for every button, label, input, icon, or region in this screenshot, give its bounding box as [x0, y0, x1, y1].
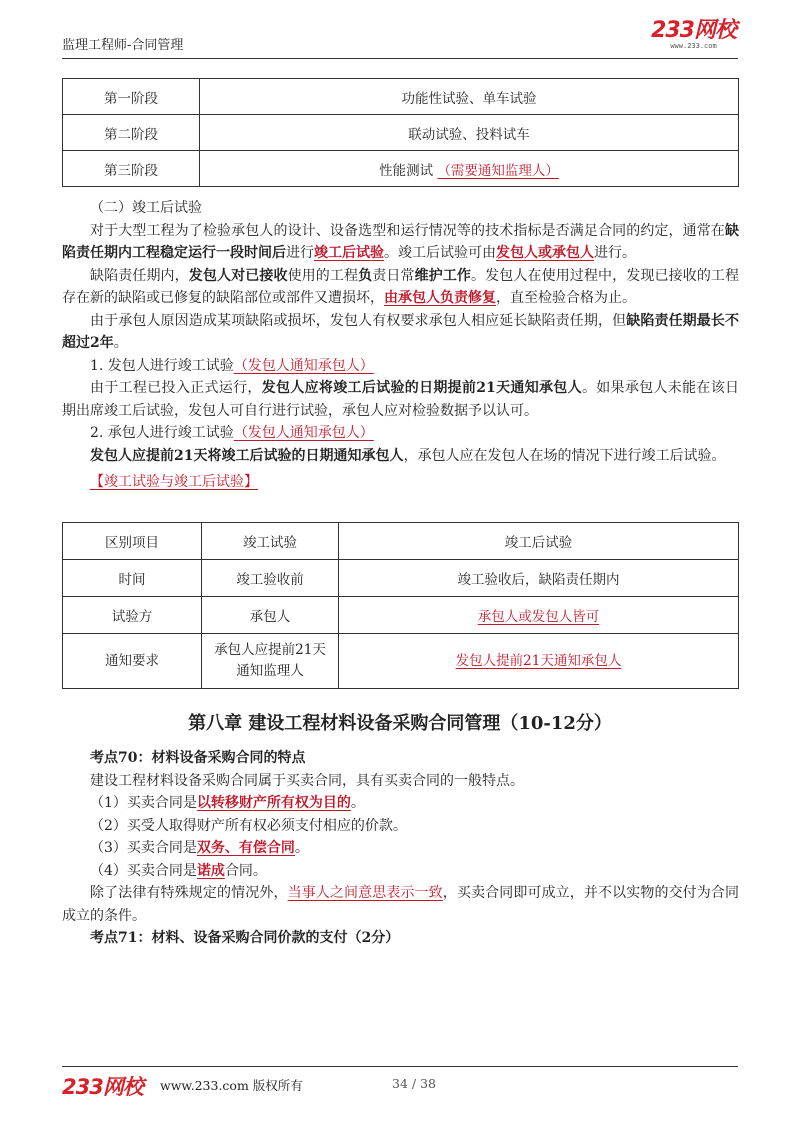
table-row [63, 79, 739, 115]
brand-logo[interactable] [651, 20, 736, 50]
stage-content-cell: 功能性试验、单车试验 [200, 79, 739, 115]
column-header: 竣工后试验 [339, 523, 739, 560]
stage-cell: 第三阶段 [63, 151, 200, 187]
table-header-row [63, 523, 739, 560]
table-cell: 承包人或发包人皆可 [339, 597, 739, 634]
table-row [63, 115, 739, 151]
paragraph: 发包人应提前21天将竣工后试验的日期通知承包人，承包人应在发包人在场的情况下进行竣工后试验。 [90, 447, 726, 464]
list-item: （1）买卖合同是以转移财产所有权为目的。 [90, 795, 365, 811]
list-item: 2. 承包人进行竣工试验（发包人通知承包人） [90, 425, 374, 441]
table-cell: 时间 [63, 560, 202, 597]
table-cell: 发包人提前21天通知承包人 [339, 634, 739, 689]
stage-note: （需要通知监理人） [437, 162, 559, 179]
table-cell: 试验方 [63, 597, 202, 634]
page-footer [62, 1066, 738, 1099]
table-cell: 通知要求 [63, 634, 202, 689]
section-heading: （二）竣工后试验 [90, 200, 202, 216]
stage-content: 性能测试 [379, 162, 434, 179]
kp71-title: 考点71：材料、设备采购合同价款的支付（2分） [90, 930, 400, 946]
footer-site[interactable]: www.233.com 版权所有 [160, 1078, 303, 1093]
section-kp70 [62, 747, 739, 950]
paragraph: 对于大型工程为了检验承包人的设计、设备选型和运行情况等的技术指标是否满足合同的约定，通常在缺陷责任期内工程稳定运行一段时间后进行竣工后试验。竣工后试验可由发包人或承包人进行。 [62, 222, 739, 261]
table-row [63, 151, 739, 187]
table-row [63, 560, 739, 597]
stage-table [62, 78, 739, 187]
table-cell: 承包人 [202, 597, 339, 634]
page-header [62, 18, 738, 59]
compare-title: 【竣工试验与竣工后试验】 [90, 474, 258, 490]
table-cell: 竣工验收后，缺陷责任期内 [339, 560, 739, 597]
column-header: 竣工试验 [202, 523, 339, 560]
paragraph: 由于承包人原因造成某项缺陷或损坏，发包人有权要求承包人相应延长缺陷责任期，但缺陷责任期最长不超过2年。 [62, 312, 740, 351]
footer-logo[interactable]: 233网校 [62, 1075, 143, 1099]
list-item: （4）买卖合同是诺成合同。 [90, 862, 267, 879]
table-cell: 承包人应提前21天 通知监理人 [202, 634, 339, 689]
logo-url: www.233.com [670, 42, 717, 50]
list-item: （3）买卖合同是双务、有偿合同。 [90, 840, 309, 856]
list-item: （2）买受人取得财产所有权必须支付相应的价款。 [90, 817, 407, 834]
paragraph: 建设工程材料设备采购合同属于买卖合同，具有买卖合同的一般特点。 [90, 772, 524, 789]
stage-content-cell [200, 151, 739, 187]
table-row [63, 634, 739, 689]
stage-content-cell: 联动试验、投料试车 [200, 115, 739, 151]
list-item: 1. 发包人进行竣工试验（发包人通知承包人） [90, 357, 374, 374]
logo-text: 233网校 [651, 18, 736, 43]
kp70-title: 考点70：材料设备采购合同的特点 [90, 750, 306, 766]
paragraph: 由于工程已投入正式运行，发包人应将竣工后试验的日期提前21天通知承包人。如果承包人未能在该日期出席竣工后试验，发包人可自行进行试验，承包人应对检验数据予以认可。 [62, 380, 740, 419]
paragraph: 缺陷责任期内，发包人对已接收使用的工程负责日常维护工作。发包人在使用过程中，发现已接收的工程存在新的缺陷或已修复的缺陷部位或部件又遭损坏，由承包人负责修复，直至检验合格为止。 [62, 267, 740, 306]
chapter-title: 第八章 建设工程材料设备采购合同管理（10-12分） [188, 713, 612, 734]
header-subject: 监理工程师-合同管理 [62, 38, 184, 53]
stage-cell: 第二阶段 [63, 115, 200, 151]
section-completion-tests [62, 197, 739, 494]
table-row [63, 597, 739, 634]
page-number: 34 / 38 [392, 1076, 436, 1091]
column-header: 区别项目 [63, 523, 202, 560]
paragraph: 除了法律有特殊规定的情况外，当事人之间意思表示一致，买卖合同即可成立，并不以实物的交付为合同成立的条件。 [62, 885, 740, 924]
stage-cell: 第一阶段 [63, 79, 200, 115]
table-cell: 竣工验收前 [202, 560, 339, 597]
comparison-table [62, 522, 739, 689]
